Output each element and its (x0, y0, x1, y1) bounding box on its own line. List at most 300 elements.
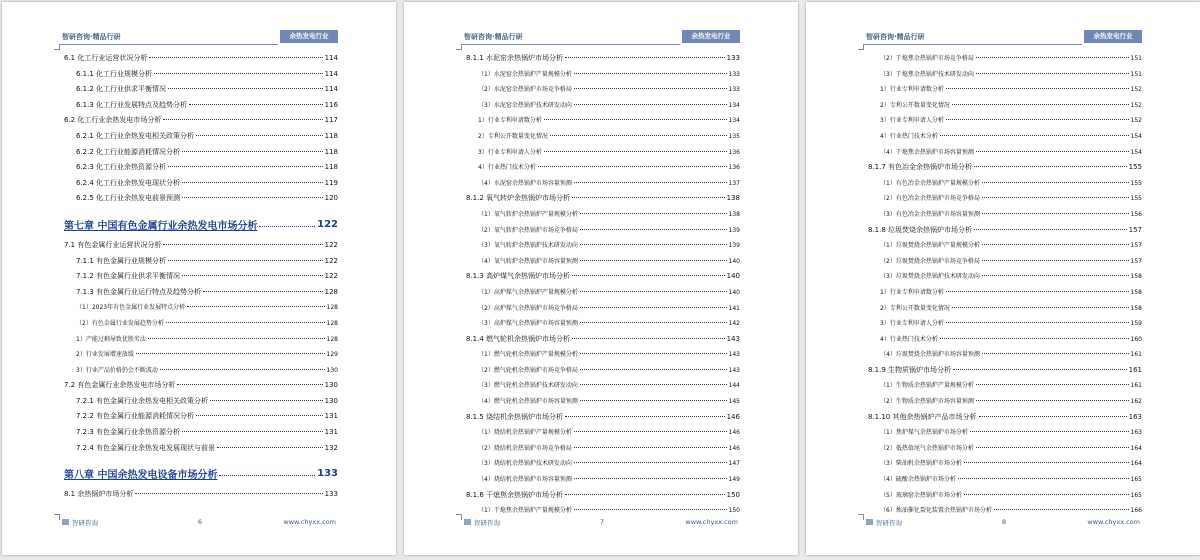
toc-entry-title: 8.1.8 垃圾焚烧余热锅炉市场分析 (868, 225, 973, 234)
toc-entry[interactable] (64, 240, 338, 256)
toc-entry-title: 6.2.4 化工行业余热发电现状分析 (76, 178, 181, 187)
toc-entry-title: （3）垃圾焚烧余热锅炉技术研发动向 (880, 273, 980, 281)
toc-entry[interactable] (64, 53, 338, 69)
page-header (60, 32, 338, 44)
toc-entry-page: 114 (324, 54, 338, 62)
toc-entry-title: （1）氧气转炉余热锅炉产量规模分析 (478, 210, 578, 218)
toc-entry-page: 146 (728, 444, 740, 452)
toc-entry-title: （1）烧结机余热锅炉产量规模分析 (478, 429, 572, 437)
toc-entry-title: 6.2.3 化工行业余热资源分析 (76, 163, 167, 172)
corner-mark-bottom (858, 514, 864, 520)
toc-entry-title: 3）行业产品价格仍会不断波动 (76, 366, 158, 374)
toc-entry-page: 143 (728, 351, 740, 359)
toc-entry[interactable] (466, 490, 740, 506)
toc-entry-page: 143 (728, 366, 740, 374)
footer-brand: 智研咨询 (72, 519, 98, 527)
toc-entry[interactable] (466, 412, 740, 428)
toc-entry[interactable] (868, 178, 1142, 194)
toc-entry-title: （3）高炉煤气余热锅炉市场容量预测 (478, 320, 578, 328)
toc-entry-title: （4）烧结机余热锅炉市场容量预测 (478, 476, 572, 484)
toc-entry[interactable] (64, 256, 338, 272)
toc-leader-dots (946, 291, 1129, 292)
toc-leader-dots (219, 475, 315, 476)
header-brand: 智研咨询·精品行研 (866, 33, 925, 41)
toc-entry[interactable] (868, 303, 1142, 319)
toc-leader-dots (210, 400, 323, 401)
toc-entry-title: 2）专利公开数量变化情况 (880, 304, 950, 312)
toc-entry-title: （6）炼油催化裂化装置余热锅炉市场分析 (880, 507, 992, 515)
toc-entry-title: 第八章 中国余热发电设备市场分析 (64, 470, 218, 482)
toc-entry-title: （3）水泥窑余热锅炉技术研发动向 (478, 101, 572, 109)
page-footer (464, 518, 740, 528)
toc-entry-title: 8.1.2 氧气转炉余热锅炉市场分析 (466, 194, 571, 203)
toc-entry[interactable] (868, 380, 1142, 396)
page-number: 7 (599, 518, 605, 526)
toc-entry-title: 4）行业热门技术分析 (880, 335, 938, 343)
toc-entry-title: （3）有色冶金余热锅炉市场容量预测 (880, 210, 980, 218)
toc-entry[interactable] (466, 458, 740, 474)
toc-entry-title: 6.1.3 化工行业发展特点及趋势分析 (76, 100, 188, 109)
toc-leader-dots (148, 338, 325, 339)
toc-entry-title: （4）水泥窑余热锅炉市场容量预测 (478, 179, 572, 187)
toc-list (64, 53, 338, 505)
toc-entry-page: 133 (324, 490, 338, 499)
toc-leader-dots (940, 135, 1129, 136)
toc-leader-dots (259, 226, 315, 227)
header-tag: 余热发电行业 (280, 30, 338, 43)
toc-entry-page: 151 (1130, 70, 1142, 78)
toc-entry-page: 134 (728, 101, 740, 109)
toc-entry[interactable] (466, 380, 740, 396)
toc-leader-dots (163, 119, 322, 120)
toc-leader-dots (946, 88, 1129, 89)
toc-entry[interactable] (868, 334, 1142, 350)
toc-entry-page: 161 (1130, 382, 1142, 390)
toc-entry[interactable] (466, 318, 740, 334)
toc-entry[interactable] (64, 489, 338, 505)
toc-entry[interactable] (64, 396, 338, 412)
toc-leader-dots (952, 307, 1129, 308)
toc-leader-dots (976, 400, 1129, 401)
toc-leader-dots (976, 73, 1129, 74)
toc-entry-page: 131 (324, 428, 338, 437)
document-page (2, 2, 396, 555)
toc-entry[interactable] (64, 302, 338, 318)
toc-entry[interactable] (64, 271, 338, 287)
toc-entry-page: 128 (326, 319, 338, 327)
toc-entry[interactable] (466, 334, 740, 350)
toc-entry[interactable] (868, 115, 1142, 131)
toc-entry[interactable] (64, 411, 338, 427)
toc-entry[interactable] (64, 84, 338, 100)
corner-mark-top (54, 44, 60, 50)
toc-entry-page: 152 (1130, 101, 1142, 109)
toc-entry[interactable] (64, 193, 338, 209)
toc-entry[interactable] (868, 427, 1142, 443)
toc-entry-page: 156 (1130, 210, 1142, 218)
toc-entry-title: 7.1.1 有色金属行业规模分析 (76, 256, 167, 265)
toc-entry[interactable] (868, 349, 1142, 365)
toc-entry[interactable] (64, 380, 338, 396)
toc-entry-page: 144 (728, 382, 740, 390)
toc-entry-title: 8.1.10 其他余热锅炉产品市场分析 (868, 412, 977, 421)
toc-entry[interactable] (868, 458, 1142, 474)
toc-entry-title: 第七章 中国有色金属行业余热发电市场分析 (64, 220, 258, 232)
toc-leader-dots (953, 369, 1127, 370)
toc-leader-dots (168, 166, 323, 167)
toc-entry[interactable] (868, 84, 1142, 100)
toc-entry-title: 1）行业专利申请数分析 (880, 86, 944, 94)
toc-entry-page: 155 (1130, 195, 1142, 203)
toc-leader-dots (982, 244, 1129, 245)
toc-entry-page: 136 (728, 148, 740, 156)
toc-entry[interactable] (64, 427, 338, 443)
toc-entry-title: 7.2.2 有色金属行业能源消耗情况分析 (76, 412, 195, 421)
toc-entry-page: 134 (728, 117, 740, 125)
toc-leader-dots (538, 166, 727, 167)
toc-entry-title: 3）行业专利申请人分析 (880, 117, 944, 125)
toc-entry[interactable] (64, 147, 338, 163)
toc-leader-dots (177, 384, 322, 385)
toc-entry-page: 122 (324, 240, 338, 249)
toc-entry-page: 138 (728, 210, 740, 218)
toc-entry[interactable] (64, 318, 338, 334)
toc-leader-dots (580, 369, 727, 370)
toc-entry[interactable] (466, 365, 740, 381)
toc-entry[interactable] (466, 100, 740, 116)
toc-entry[interactable] (868, 240, 1142, 256)
toc-entry-title: 8.1.1 水泥窑余热锅炉市场分析 (466, 54, 564, 62)
toc-entry-title: （4）干熄焦余热锅炉市场容量预测 (880, 148, 974, 156)
toc-entry[interactable] (466, 396, 740, 412)
toc-entry[interactable] (868, 396, 1142, 412)
toc-entry[interactable] (868, 100, 1142, 116)
header-rule (864, 44, 1082, 45)
toc-entry-page: 122 (324, 256, 338, 265)
toc-entry-title: （3）干熄焦余热锅炉技术研发动向 (880, 70, 974, 78)
toc-entry-title: （1）有色冶金余热锅炉产量规模分析 (880, 179, 980, 187)
toc-entry-page: 163 (1128, 412, 1142, 421)
toc-entry-title: （2）高炉煤气余热锅炉市场竞争格局 (478, 304, 578, 312)
toc-entry-page: 131 (324, 412, 338, 421)
toc-leader-dots (580, 400, 727, 401)
toc-entry[interactable] (868, 412, 1142, 428)
toc-entry-page: 133 (728, 70, 740, 78)
toc-entry[interactable] (868, 365, 1142, 381)
toc-entry-title: （2）烧结机余热锅炉市场竞争格局 (478, 444, 572, 452)
toc-entry-page: 149 (728, 476, 740, 484)
toc-entry[interactable] (64, 334, 338, 350)
toc-entry-page: 155 (1128, 163, 1142, 172)
toc-entry[interactable] (868, 53, 1142, 69)
toc-entry-page: 132 (324, 443, 338, 452)
toc-entry-title: 7.1 有色金属行业运营状况分析 (64, 240, 162, 249)
footer-url[interactable]: www.chyxx.com (283, 518, 336, 526)
toc-leader-dots (572, 338, 725, 339)
toc-entry[interactable] (64, 349, 338, 365)
toc-entry-page: 163 (1130, 429, 1142, 437)
toc-entry-page: 165 (1130, 476, 1142, 484)
toc-entry[interactable] (466, 271, 740, 287)
toc-leader-dots (940, 338, 1129, 339)
toc-entry-page: 120 (324, 194, 338, 203)
toc-leader-dots (976, 447, 1129, 448)
toc-entry-page: 119 (324, 178, 338, 187)
toc-entry-title: 2）行业发展增速放缓 (76, 351, 134, 359)
toc-entry[interactable] (466, 349, 740, 365)
toc-entry[interactable] (466, 225, 740, 241)
toc-entry-title: 3）行业专利申请人分析 (880, 320, 944, 328)
toc-entry-page: 141 (728, 304, 740, 312)
toc-entry-title: （1）生物质余热锅炉产量规模分析 (880, 382, 974, 390)
toc-entry-title: （1）干熄焦余热锅炉产量规模分析 (478, 507, 572, 515)
toc-entry-title: 8.1.3 高炉煤气余热锅炉市场分析 (466, 272, 571, 281)
footer-brand: 智研咨询 (474, 519, 500, 527)
toc-leader-dots (580, 322, 727, 323)
toc-entry-page: 142 (728, 320, 740, 328)
toc-leader-dots (574, 104, 727, 105)
toc-entry[interactable] (868, 69, 1142, 85)
toc-leader-dots (946, 322, 1129, 323)
toc-entry[interactable] (868, 225, 1142, 241)
toc-entry[interactable] (868, 287, 1142, 303)
toc-entry-title: （2）水泥窑余热锅炉市场竞争格局 (478, 86, 572, 94)
toc-entry-page: 154 (1130, 132, 1142, 140)
toc-list (466, 53, 740, 521)
toc-leader-dots (565, 416, 725, 417)
toc-leader-dots (580, 307, 727, 308)
toc-entry-title: 6.1.1 化工行业规模分析 (76, 69, 153, 78)
toc-entry-page: 165 (1130, 491, 1142, 499)
toc-leader-dots (946, 119, 1129, 120)
toc-entry-page: 158 (1130, 288, 1142, 296)
toc-entry-title: 6.2 化工行业余热发电市场分析 (64, 116, 162, 125)
toc-leader-dots (163, 244, 322, 245)
toc-entry[interactable] (868, 131, 1142, 147)
toc-leader-dots (964, 462, 1129, 463)
toc-entry-page: 133 (317, 468, 338, 480)
toc-entry-title: （4）垃圾焚烧余热锅炉市场容量预测 (880, 351, 980, 359)
toc-entry[interactable] (466, 162, 740, 178)
toc-entry-page: 147 (728, 460, 740, 468)
toc-entry-title: 4）行业热门技术分析 (478, 164, 536, 172)
toc-entry-page: 146 (726, 412, 740, 421)
toc-leader-dots (982, 353, 1129, 354)
toc-entry[interactable] (466, 147, 740, 163)
toc-entry[interactable] (868, 209, 1142, 225)
toc-entry-title: （2）干熄焦余热锅炉市场竞争格局 (880, 55, 974, 62)
toc-entry[interactable] (466, 303, 740, 319)
toc-entry-title: 7.2 有色金属行业余热发电市场分析 (64, 381, 176, 390)
toc-entry[interactable] (868, 271, 1142, 287)
toc-leader-dots (544, 119, 727, 120)
toc-leader-dots (970, 431, 1129, 432)
toc-entry-page: 135 (728, 132, 740, 140)
toc-chapter-entry[interactable] (64, 209, 338, 240)
document-page (806, 2, 1200, 555)
header-rule (462, 44, 680, 45)
toc-entry[interactable] (868, 474, 1142, 490)
footer-url[interactable]: www.chyxx.com (1087, 518, 1140, 526)
page-footer (866, 518, 1142, 528)
toc-entry-page: 150 (726, 490, 740, 499)
toc-entry-title: （3）烧结机余热锅炉技术研发动向 (478, 460, 572, 468)
toc-entry-title: （1）垃圾焚烧余热锅炉产量规模分析 (880, 242, 980, 250)
toc-entry-page: 140 (728, 257, 740, 265)
toc-entry[interactable] (868, 490, 1142, 506)
toc-entry-page: 155 (1130, 179, 1142, 187)
toc-entry-title: 2）专利公开数量变化情况 (478, 132, 548, 140)
toc-entry[interactable] (64, 178, 338, 194)
toc-leader-dots (580, 353, 727, 354)
toc-entry[interactable] (868, 256, 1142, 272)
toc-entry-title: （2）有色金属行业发展趋势分析 (76, 319, 164, 327)
toc-entry[interactable] (64, 365, 338, 381)
toc-leader-dots (217, 447, 323, 448)
toc-entry[interactable] (64, 115, 338, 131)
toc-entry[interactable] (64, 131, 338, 147)
toc-leader-dots (574, 73, 727, 74)
toc-leader-dots (580, 244, 727, 245)
toc-entry-page: 130 (324, 381, 338, 390)
toc-entry-title: 6.2.1 化工行业余热发电相关政策分析 (76, 131, 195, 140)
toc-entry[interactable] (466, 53, 740, 69)
toc-entry[interactable] (64, 100, 338, 116)
toc-leader-dots (982, 213, 1129, 214)
toc-entry-page: 157 (1130, 242, 1142, 250)
toc-entry-page: 161 (1130, 351, 1142, 359)
toc-entry[interactable] (466, 131, 740, 147)
toc-entry-title: 1）产能过剩导致优胜劣汰 (76, 335, 146, 343)
toc-entry[interactable] (466, 427, 740, 443)
toc-entry[interactable] (466, 474, 740, 490)
toc-entry-title: （4）硫酸余热锅炉市场分析 (880, 476, 956, 484)
toc-entry-page: 145 (728, 398, 740, 406)
toc-entry-title: 6.2.5 化工行业余热发电前景预测 (76, 194, 181, 203)
toc-entry[interactable] (868, 443, 1142, 459)
toc-entry-page: 133 (726, 54, 740, 62)
toc-entry-page: 160 (1130, 335, 1142, 343)
toc-entry-page: 139 (728, 242, 740, 250)
toc-leader-dots (982, 197, 1129, 198)
toc-leader-dots (182, 151, 323, 152)
toc-entry[interactable] (466, 115, 740, 131)
header-rule (60, 44, 278, 45)
toc-entry-title: 4）行业热门技术分析 (880, 132, 938, 140)
toc-leader-dots (958, 478, 1129, 479)
page-footer (62, 518, 338, 528)
corner-mark-top (858, 44, 864, 50)
toc-entry-title: 8.1.6 干熄焦余热锅炉市场分析 (466, 490, 564, 499)
corner-mark-bottom (54, 514, 60, 520)
toc-entry-page: 138 (726, 194, 740, 203)
toc-leader-dots (964, 494, 1129, 495)
toc-entry[interactable] (868, 162, 1142, 178)
toc-entry-title: （2）燃气轮机余热锅炉市场竞争格局 (478, 366, 578, 374)
toc-entry-title: 7.1.3 有色金属行业运行特点及趋势分析 (76, 287, 202, 296)
toc-leader-dots (149, 57, 322, 58)
corner-mark-bottom (456, 514, 462, 520)
toc-entry[interactable] (466, 209, 740, 225)
toc-entry-title: （1）高炉煤气余热锅炉产量规模分析 (478, 288, 578, 296)
toc-entry-title: 7.2.4 有色金属行业余热发电发展现状与前景 (76, 443, 216, 452)
toc-entry[interactable] (64, 69, 338, 85)
toc-entry-page: 133 (728, 86, 740, 94)
toc-leader-dots (994, 509, 1129, 510)
toc-entry[interactable] (466, 240, 740, 256)
toc-entry-page: 146 (728, 429, 740, 437)
toc-entry-page: 122 (317, 218, 338, 230)
toc-chapter-entry[interactable] (64, 458, 338, 489)
toc-entry-title: 1）行业专利申请数分析 (478, 117, 542, 125)
toc-entry-page: 154 (1130, 148, 1142, 156)
toc-entry-page: 164 (1130, 444, 1142, 452)
toc-entry-page: 128 (326, 335, 338, 343)
toc-leader-dots (574, 447, 727, 448)
toc-entry[interactable] (64, 287, 338, 303)
page-number: 8 (1001, 518, 1007, 526)
toc-leader-dots (182, 197, 323, 198)
toc-entry-page: 114 (324, 69, 338, 78)
toc-entry-title: （1）焦炉煤气余热锅炉市场分析 (880, 429, 968, 437)
toc-entry-title: （5）玻璃窑余热锅炉市场分析 (880, 491, 962, 499)
document-page (404, 2, 798, 555)
toc-leader-dots (135, 493, 322, 494)
toc-entry-title: （1）燃气轮机余热锅炉产量规模分析 (478, 351, 578, 359)
toc-leader-dots (574, 182, 727, 183)
page-header (462, 32, 740, 44)
toc-entry[interactable] (64, 162, 338, 178)
footer-url[interactable]: www.chyxx.com (685, 518, 738, 526)
toc-entry-title: （2）有色冶金余热锅炉市场竞争格局 (880, 195, 980, 203)
toc-entry[interactable] (466, 193, 740, 209)
page-number: 6 (197, 518, 203, 526)
toc-entry-title: 3）行业专利申请人分析 (478, 148, 542, 156)
toc-leader-dots (166, 322, 325, 323)
toc-leader-dots (574, 478, 727, 479)
toc-entry[interactable] (466, 69, 740, 85)
toc-entry[interactable] (466, 84, 740, 100)
toc-leader-dots (565, 57, 725, 58)
toc-entry[interactable] (868, 193, 1142, 209)
toc-leader-dots (187, 306, 324, 307)
toc-entry-page: 152 (1130, 117, 1142, 125)
toc-entry[interactable] (64, 443, 338, 459)
toc-leader-dots (976, 151, 1129, 152)
toc-entry[interactable] (466, 178, 740, 194)
toc-entry-page: 152 (1130, 86, 1142, 94)
toc-entry[interactable] (466, 256, 740, 272)
toc-entry[interactable] (868, 147, 1142, 163)
header-tag: 余热发电行业 (1084, 30, 1142, 43)
toc-leader-dots (136, 353, 325, 354)
toc-entry-page: 150 (728, 507, 740, 515)
toc-entry-title: （2）生物质余热锅炉市场容量预测 (880, 398, 974, 406)
toc-entry[interactable] (868, 318, 1142, 334)
toc-entry-title: 6.1.2 化工行业供求平衡情况 (76, 85, 167, 94)
toc-leader-dots (974, 229, 1127, 230)
toc-leader-dots (976, 384, 1129, 385)
toc-entry-title: 8.1 余热锅炉市场分析 (64, 490, 134, 499)
toc-entry-page: 129 (326, 351, 338, 359)
toc-entry-page: 162 (1130, 398, 1142, 406)
header-brand: 智研咨询·精品行研 (464, 33, 523, 41)
toc-leader-dots (580, 229, 727, 230)
toc-entry[interactable] (466, 443, 740, 459)
toc-entry-page: 116 (324, 100, 338, 109)
toc-leader-dots (196, 135, 323, 136)
toc-entry[interactable] (466, 287, 740, 303)
